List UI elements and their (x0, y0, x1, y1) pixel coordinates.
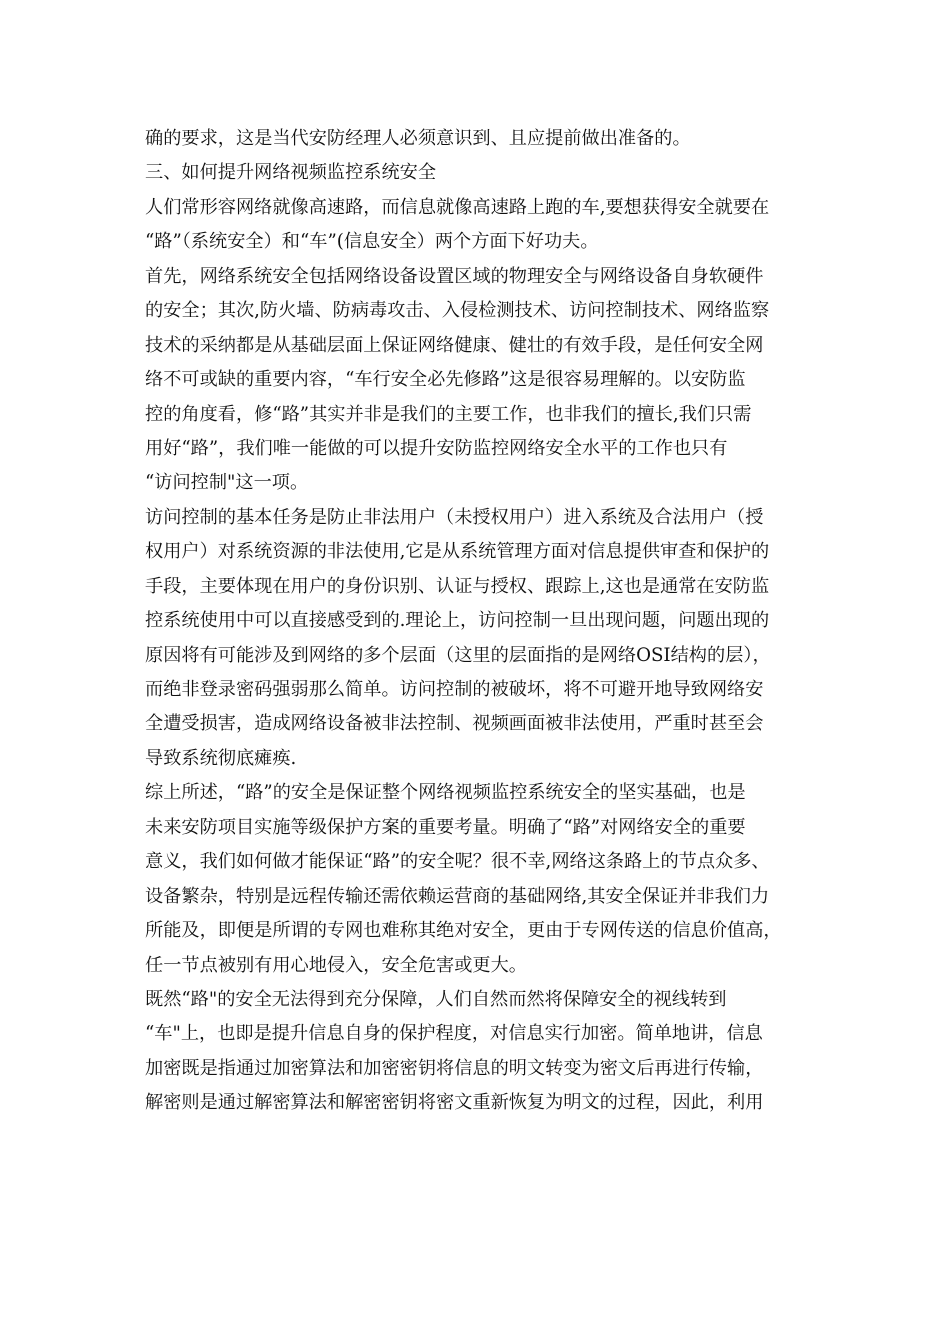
text-line: 导致系统彻底瘫痪. (145, 747, 297, 769)
text-line: “车"上，也即是提升信息自身的保护程度，对信息实行加密。简单地讲，信息 (145, 1023, 763, 1045)
text-line: 意义，我们如何做才能保证“路”的安全呢？很不幸,网络这条路上的节点众多、 (145, 851, 770, 873)
text-line: 权用户）对系统资源的非法使用,它是从系统管理方面对信息提供审查和保护的 (145, 541, 770, 563)
text-line: 所能及，即便是所谓的专网也难称其绝对安全，更由于专网传送的信息价值高， (145, 920, 782, 942)
text-line: 综上所述，“路”的安全是保证整个网络视频监控系统安全的坚实基础，也是 (145, 782, 746, 804)
text-line: 的安全；其次,防火墙、防病毒攻击、入侵检测技术、访问控制技术、网络监察 (145, 300, 770, 322)
text-line: 全遭受损害，造成网络设备被非法控制、视频画面被非法使用，严重时甚至会 (145, 713, 764, 735)
document-body (145, 122, 815, 1121)
text-line: 任一节点被别有用心地侵入，安全危害或更大。 (145, 954, 527, 976)
text-line: 控的角度看，修“路”其实并非是我们的主要工作，也非我们的擅长,我们只需 (145, 403, 752, 425)
section-heading: 三、如何提升网络视频监控系统安全 (145, 162, 437, 184)
text-line: 未来安防项目实施等级保护方案的重要考量。明确了“路”对网络安全的重要 (145, 816, 746, 838)
text-line: 而绝非登录密码强弱那么简单。访问控制的被破坏，将不可避开地导致网络安 (145, 679, 764, 700)
text-line: 访问控制的基本任务是防止非法用户（未授权用户）进入系统及合法用户（授 (145, 506, 764, 528)
text-line: 手段，主要体现在用户的身份识别、认证与授权、跟踪上,这也是通常在安防监 (145, 575, 770, 597)
text-line: 用好“路”，我们唯一能做的可以提升安防监控网络安全水平的工作也只有 (145, 437, 728, 459)
text-line: “路”（系统安全）和“车”(信息安全）两个方面下好功夫。 (145, 231, 599, 253)
text-line: 人们常形容网络就像高速路，而信息就像高速路上跑的车,要想获得安全就要在 (145, 196, 770, 218)
text-line: 原因将有可能涉及到网络的多个层面（这里的层面指的是网络OSI结构的层）， (145, 644, 771, 666)
text-line: 既然“路"的安全无法得到充分保障，人们自然而然将保障安全的视线转到 (145, 988, 727, 1010)
text-line: 解密则是通过解密算法和解密密钥将密文重新恢复为明文的过程，因此，利用 (145, 1092, 764, 1114)
text-line: 首先，网络系统安全包括网络设备设置区域的物理安全与网络设备自身软硬件 (145, 265, 764, 287)
text-line: “访问控制"这一项。 (145, 472, 309, 494)
text-line: 设备繁杂，特别是远程传输还需依赖运营商的基础网络,其安全保证并非我们力 (145, 885, 770, 907)
text-line: 络不可或缺的重要内容，“车行安全必先修路”这是很容易理解的。以安防监 (145, 369, 746, 391)
text-line: 控系统使用中可以直接感受到的.理论上，访问控制一旦出现问题，问题出现的 (145, 610, 770, 632)
text-line: 确的要求，这是当代安防经理人必须意识到、且应提前做出准备的。 (145, 128, 691, 149)
text-line: 加密既是指通过加密算法和加密密钥将信息的明文转变为密文后再进行传输， (145, 1057, 764, 1079)
text-line: 技术的采纳都是从基础层面上保证网络健康、健壮的有效手段，是任何安全网 (145, 334, 764, 356)
